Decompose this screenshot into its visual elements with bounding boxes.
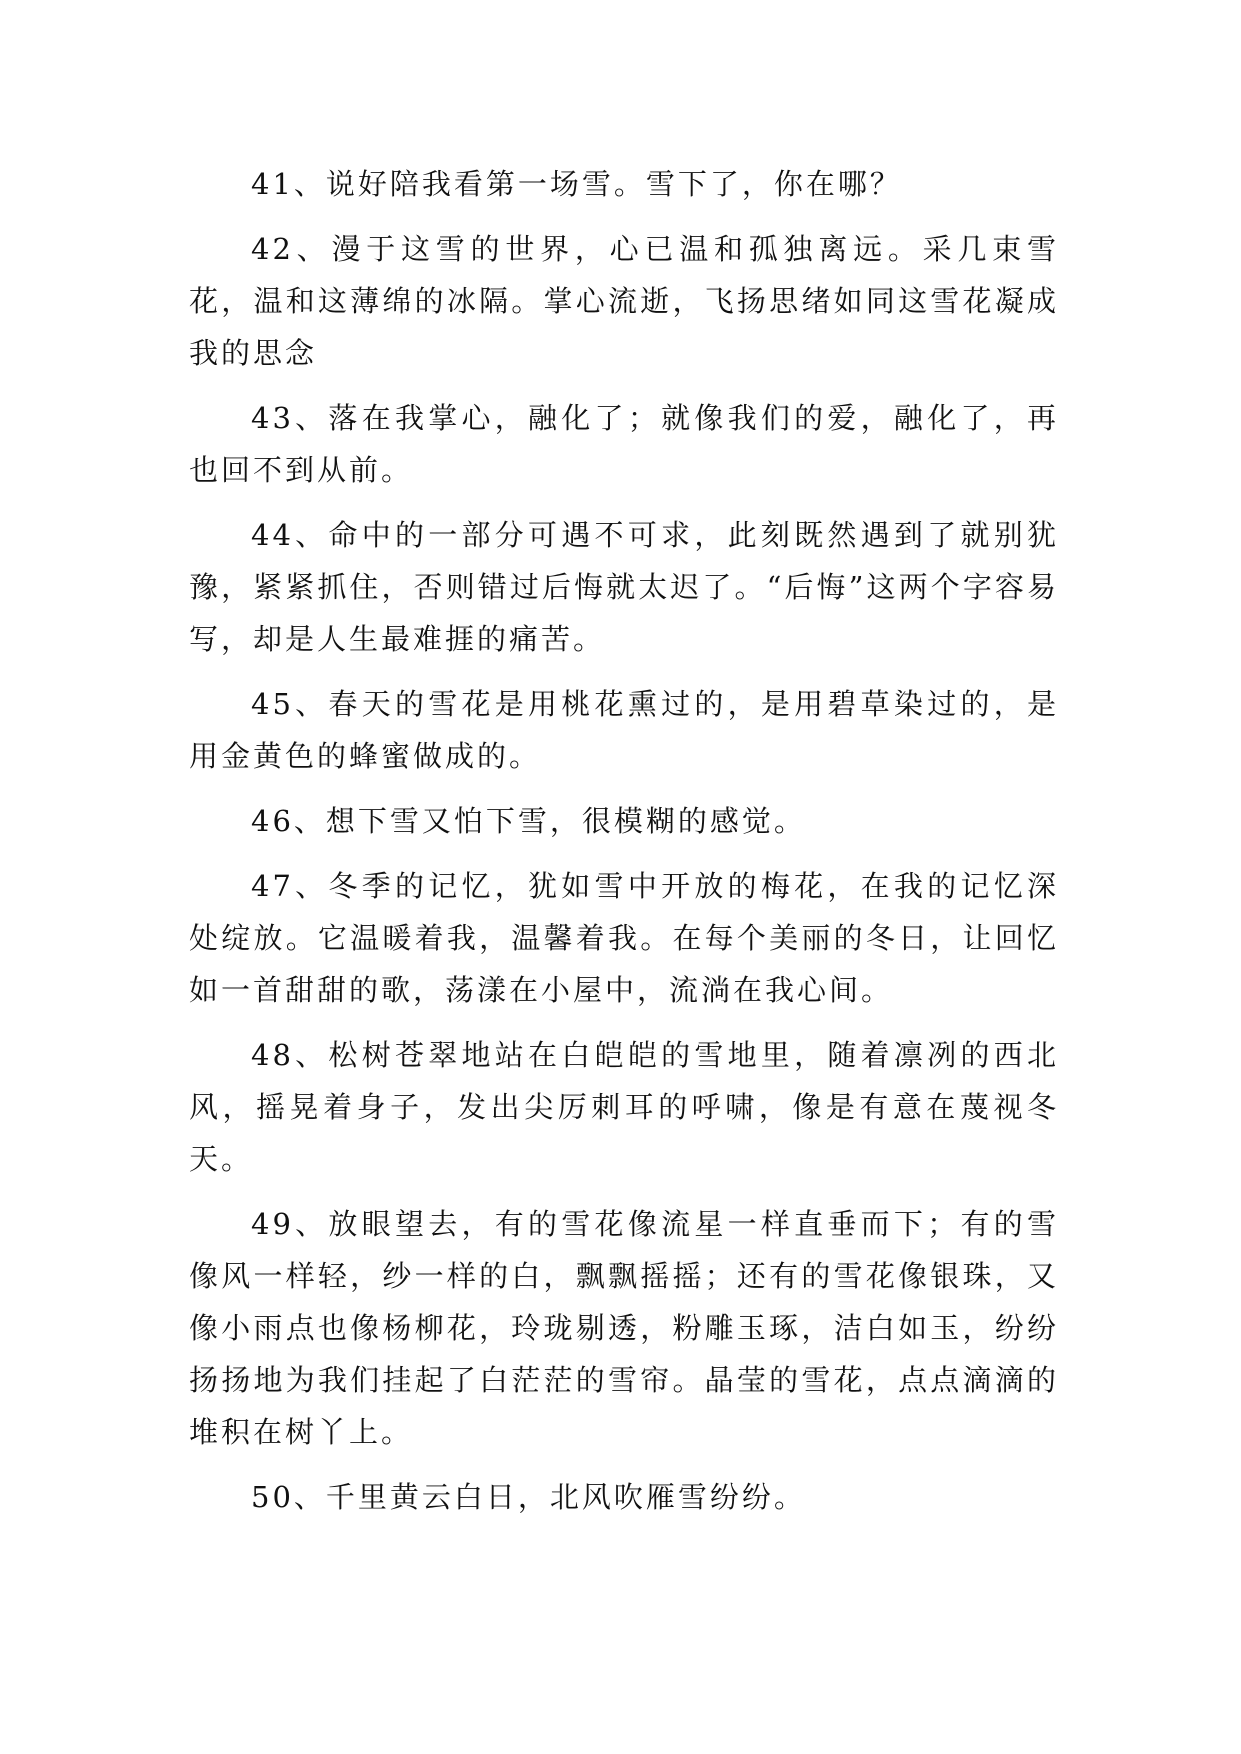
paragraph-47: 47、冬季的记忆，犹如雪中开放的梅花，在我的记忆深处绽放。它温暖着我，温馨着我。在每个美丽的冬日，让回忆如一首甜甜的歌，荡漾在小屋中，流淌在我心间。 [189,869,1059,1007]
paragraph-48: 48、松树苍翠地站在白皑皑的雪地里，随着凛冽的西北风，摇晃着身子，发出尖厉刺耳的呼啸，像是有意在蔑视冬天。 [189,1038,1059,1176]
paragraph-45: 45、春天的雪花是用桃花熏过的，是用碧草染过的，是用金黄色的蜂蜜做成的。 [189,687,1059,773]
document-body [189,158,1059,1536]
paragraph-42: 42、漫于这雪的世界，心已温和孤独离远。采几束雪花，温和这薄绵的冰隔。掌心流逝，飞扬思绪如同这雪花凝成我的思念 [189,232,1059,370]
paragraph-44: 44、命中的一部分可遇不可求，此刻既然遇到了就别犹豫，紧紧抓住，否则错过后悔就太迟了。“后悔”这两个字容易写，却是人生最难捱的痛苦。 [189,518,1059,656]
paragraph-50: 50、千里黄云白日，北风吹雁雪纷纷。 [251,1480,806,1514]
paragraph-46: 46、想下雪又怕下雪，很模糊的感觉。 [251,804,806,838]
paragraph-41: 41、说好陪我看第一场雪。雪下了，你在哪？ [251,167,902,201]
paragraph-43: 43、落在我掌心，融化了；就像我们的爱，融化了，再也回不到从前。 [189,401,1059,487]
paragraph-49: 49、放眼望去，有的雪花像流星一样直垂而下；有的雪像风一样轻，纱一样的白，飘飘摇摇；还有的雪花像银珠，又像小雨点也像杨柳花，玲珑剔透，粉雕玉琢，洁白如玉，纷纷扬扬地为我们挂起了白茫茫的雪帘。晶莹的雪花，点点滴滴的堆积在树丫上。 [189,1207,1059,1449]
